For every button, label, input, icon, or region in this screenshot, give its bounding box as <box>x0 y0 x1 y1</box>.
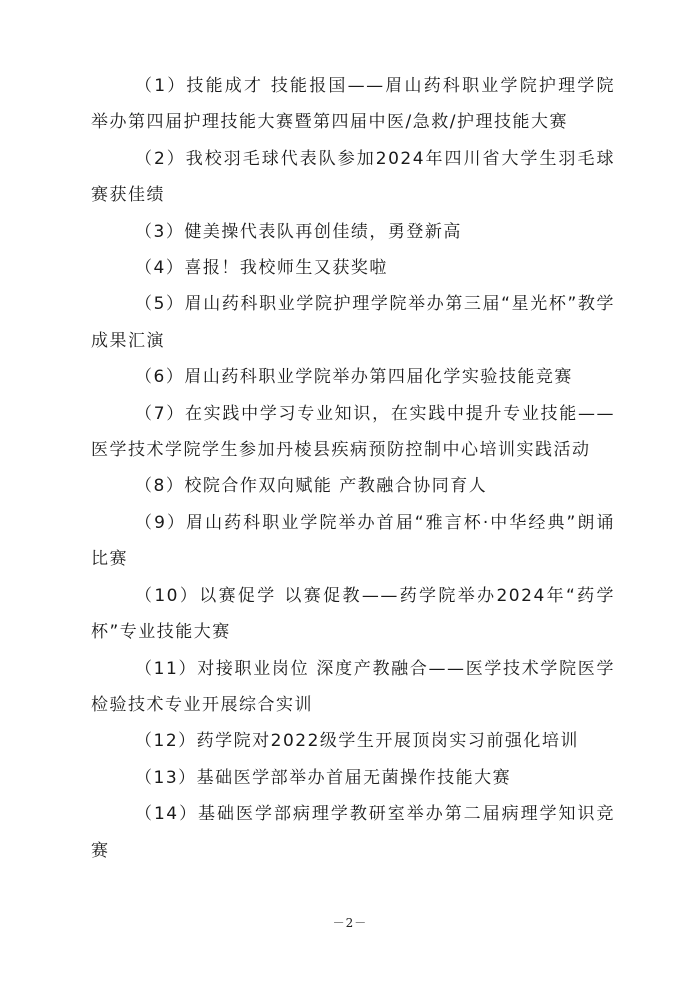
list-item: （14）基础医学部病理学教研室举办第二届病理学知识竞赛 <box>91 804 615 861</box>
page-number: －2－ <box>332 916 368 930</box>
list-item: （1）技能成才 技能报国——眉山药科职业学院护理学院举办第四届护理技能大赛暨第四届中医/急救/护理技能大赛 <box>91 76 615 133</box>
list-item: （9）眉山药科职业学院举办首届“雅言杯·中华经典”朗诵比赛 <box>91 512 615 570</box>
list-item: （4）喜报！我校师生又获奖啦 <box>135 258 388 279</box>
list-item: （11）对接职业岗位 深度产教融合——医学技术学院医学检验技术专业开展综合实训 <box>91 658 615 715</box>
list-item: （8）校院合作双向赋能 产教融合协同育人 <box>135 476 488 497</box>
list-item: （7）在实践中学习专业知识，在实践中提升专业技能——医学技术学院学生参加丹棱县疾病预防控制中心培训实践活动 <box>91 403 615 461</box>
list-item: （5）眉山药科职业学院护理学院举办第三届“星光杯”教学成果汇演 <box>91 294 615 351</box>
list-item: （6）眉山药科职业学院举办第四届化学实验技能竞赛 <box>135 367 573 388</box>
news-list <box>91 68 615 869</box>
list-item: （12）药学院对2022级学生开展顶岗实习前强化培训 <box>135 731 579 752</box>
list-item: （3）健美操代表队再创佳绩，勇登新高 <box>135 221 462 242</box>
list-item: （10）以赛促学 以赛促教——药学院举办2024年“药学杯”专业技能大赛 <box>91 585 615 643</box>
list-item: （13）基础医学部举办首届无菌操作技能大赛 <box>135 767 512 788</box>
list-item: （2）我校羽毛球代表队参加2024年四川省大学生羽毛球赛获佳绩 <box>91 148 615 206</box>
